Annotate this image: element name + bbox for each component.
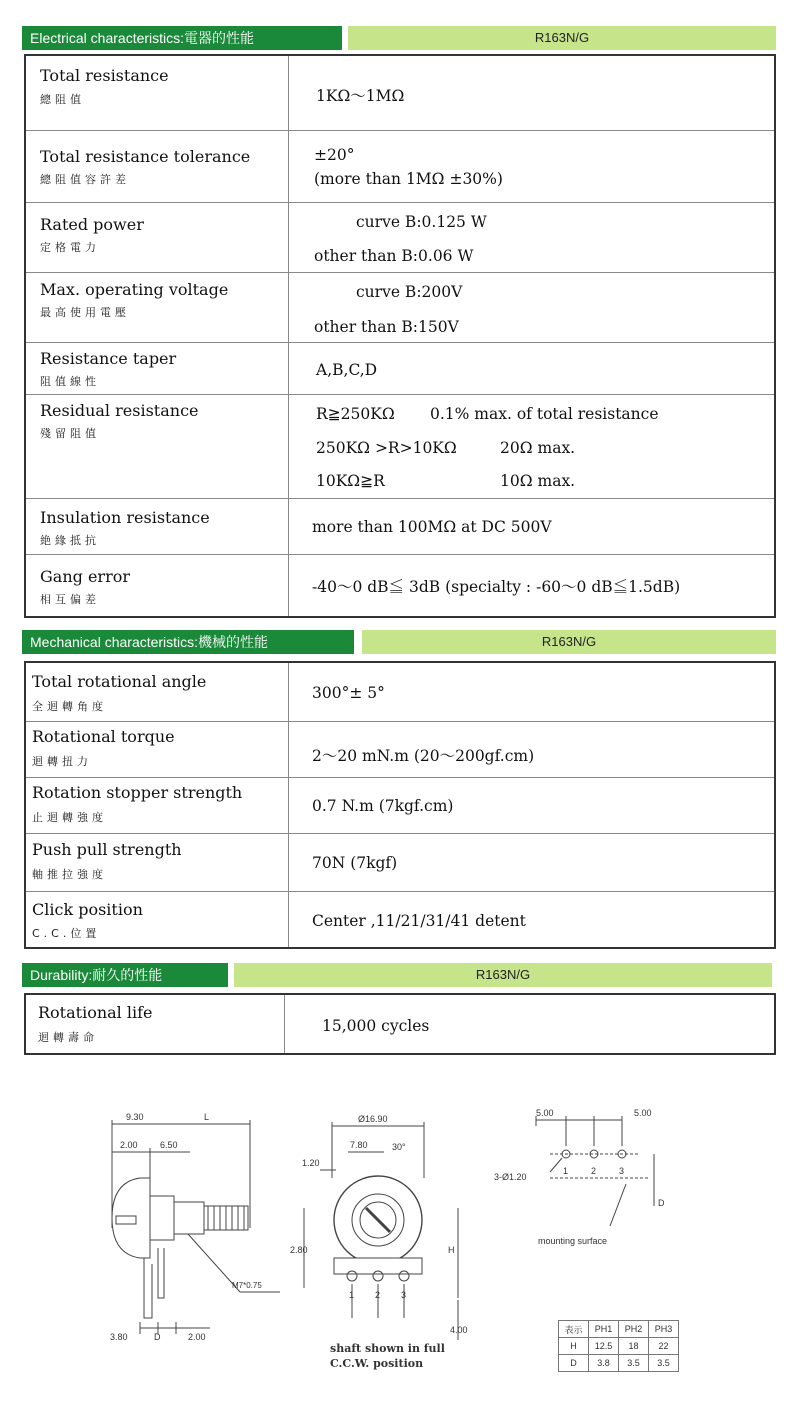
- dim-label: 3-Ø1.20: [494, 1172, 527, 1182]
- table-row: [26, 272, 774, 342]
- table-cell: 3.8: [589, 1355, 619, 1372]
- durability-header: [22, 963, 772, 987]
- value: 300°± 5°: [312, 684, 385, 702]
- label-zh: 阻值線性: [40, 375, 100, 388]
- mechanical-header: [22, 630, 776, 654]
- value: Center ,11/21/31/41 detent: [312, 912, 526, 930]
- table-cell: 12.5: [589, 1338, 619, 1355]
- pin-label: 1: [563, 1166, 569, 1176]
- label: Resistance taper: [40, 349, 177, 368]
- value: 2～20 mN.m (20～200gf.cm): [312, 747, 535, 765]
- label: Total resistance tolerance: [40, 147, 251, 166]
- table-row: [26, 130, 774, 202]
- pin-label: 3: [401, 1290, 407, 1300]
- dim-label: Ø16.90: [358, 1114, 388, 1124]
- label-zh: 絶緣抵抗: [40, 534, 100, 547]
- value: 1KΩ～1MΩ: [316, 87, 405, 105]
- dim-label: 6.50: [160, 1140, 178, 1150]
- table-row: [26, 394, 774, 498]
- table-cell: 表示: [559, 1321, 589, 1338]
- table-row: [26, 202, 774, 272]
- value: 10KΩ≧R: [316, 472, 385, 490]
- durability-table: [24, 993, 776, 1055]
- value: 70N (7kgf): [312, 854, 398, 872]
- label-zh: 全迴轉角度: [32, 700, 107, 713]
- surface-label: mounting surface: [538, 1236, 608, 1246]
- dim-label: D: [154, 1332, 161, 1342]
- label: Rotational torque: [32, 727, 175, 746]
- table-cell: PH2: [619, 1321, 649, 1338]
- value: other than B:0.06 W: [314, 247, 474, 265]
- dim-label: D: [658, 1198, 665, 1208]
- dim-label: 2.80: [290, 1245, 308, 1255]
- dim-label: 30°: [392, 1142, 406, 1152]
- pin-label: 2: [375, 1290, 381, 1300]
- thread-label: M7*0.75: [232, 1281, 262, 1290]
- label: Total rotational angle: [32, 672, 207, 691]
- dim-label: 2.00: [120, 1140, 138, 1150]
- table-row: [26, 891, 774, 949]
- pin-label: 3: [619, 1166, 625, 1176]
- value: other than B:150V: [314, 318, 459, 336]
- label: Click position: [32, 900, 143, 919]
- label: Residual resistance: [40, 401, 199, 420]
- table-cell: 3.5: [649, 1355, 679, 1372]
- table-cell: H: [559, 1338, 589, 1355]
- value: -40～0 dB≦ 3dB (specialty : -60～0 dB≦1.5dB): [312, 578, 681, 596]
- table-cell: D: [559, 1355, 589, 1372]
- label-zh: 軸推拉強度: [32, 868, 107, 881]
- drawing-caption: C.C.W. position: [330, 1357, 424, 1370]
- ph-dimension-table: [558, 1320, 679, 1372]
- value: 0.7 N.m (7kgf.cm): [312, 797, 454, 815]
- value: more than 100MΩ at DC 500V: [312, 518, 552, 536]
- pcb-layout-drawing: [490, 1106, 670, 1256]
- label: Push pull strength: [32, 840, 182, 859]
- dim-label: 2.00: [188, 1332, 206, 1342]
- label-zh: C.C.位置: [32, 927, 101, 940]
- value: R≧250KΩ: [316, 405, 395, 423]
- dim-label: 5.00: [536, 1108, 554, 1118]
- value: 15,000 cycles: [322, 1017, 430, 1035]
- table-row: [26, 342, 774, 394]
- label: Rated power: [40, 215, 144, 234]
- table-cell: PH1: [589, 1321, 619, 1338]
- side-view-drawing: [100, 1108, 300, 1348]
- label-zh: 止迴轉強度: [32, 811, 107, 824]
- dim-label: H: [448, 1245, 455, 1255]
- durability-model: R163N/G: [234, 963, 772, 987]
- label-zh: 相互偏差: [40, 593, 100, 606]
- dim-label: 4.00: [450, 1325, 468, 1335]
- label: Rotational life: [38, 1003, 153, 1022]
- drawing-caption: shaft shown in full: [330, 1342, 445, 1355]
- label-zh: 迴轉壽命: [38, 1031, 98, 1044]
- table-cell: 3.5: [619, 1355, 649, 1372]
- electrical-title: Electrical characteristics:電器的性能: [22, 26, 342, 50]
- table-row: [559, 1321, 679, 1338]
- durability-title: Durability:耐久的性能: [22, 963, 228, 987]
- mechanical-title: Mechanical characteristics:機械的性能: [22, 630, 354, 654]
- mechanical-model: R163N/G: [362, 630, 776, 654]
- label-zh: 迴轉扭力: [32, 755, 92, 768]
- table-row: [26, 995, 774, 1053]
- label: Total resistance: [40, 66, 169, 85]
- dim-label: 1.20: [302, 1158, 320, 1168]
- table-row: [26, 833, 774, 891]
- mechanical-table: [24, 661, 776, 949]
- label-zh: 總阻值: [40, 93, 85, 106]
- front-view-drawing: [280, 1108, 480, 1348]
- table-row: [26, 554, 774, 618]
- dim-label: 5.00: [634, 1108, 652, 1118]
- value: 20Ω max.: [500, 439, 576, 457]
- table-row: [26, 498, 774, 554]
- table-row: [559, 1355, 679, 1372]
- table-cell: PH3: [649, 1321, 679, 1338]
- label-zh: 定格電力: [40, 241, 100, 254]
- value: 10Ω max.: [500, 472, 576, 490]
- table-row: [26, 663, 774, 721]
- value: curve B:200V: [356, 283, 463, 301]
- electrical-model: R163N/G: [348, 26, 776, 50]
- dim-label: L: [204, 1112, 210, 1122]
- label-zh: 總阻值容許差: [40, 173, 130, 186]
- table-row: [26, 721, 774, 777]
- electrical-header: [22, 26, 776, 50]
- label: Insulation resistance: [40, 508, 210, 527]
- value: 250KΩ >R>10KΩ: [316, 439, 457, 457]
- value: ±20°: [314, 146, 355, 164]
- table-row: [26, 777, 774, 833]
- value: 0.1% max. of total resistance: [430, 405, 659, 423]
- label: Max. operating voltage: [40, 280, 229, 299]
- label-zh: 殘留阻值: [40, 427, 100, 440]
- label: Rotation stopper strength: [32, 783, 243, 802]
- dim-label: 9.30: [126, 1112, 144, 1122]
- table-cell: 22: [649, 1338, 679, 1355]
- electrical-table: [24, 54, 776, 618]
- label-zh: 最高使用電壓: [40, 306, 130, 319]
- table-cell: 18: [619, 1338, 649, 1355]
- table-row: [26, 56, 774, 130]
- pin-label: 1: [349, 1290, 355, 1300]
- label: Gang error: [40, 567, 130, 586]
- value: (more than 1MΩ ±30%): [314, 170, 503, 188]
- dim-label: 3.80: [110, 1332, 128, 1342]
- value: curve B:0.125 W: [356, 213, 487, 231]
- dim-label: 7.80: [350, 1140, 368, 1150]
- value: A,B,C,D: [316, 361, 378, 379]
- table-row: [559, 1338, 679, 1355]
- pin-label: 2: [591, 1166, 597, 1176]
